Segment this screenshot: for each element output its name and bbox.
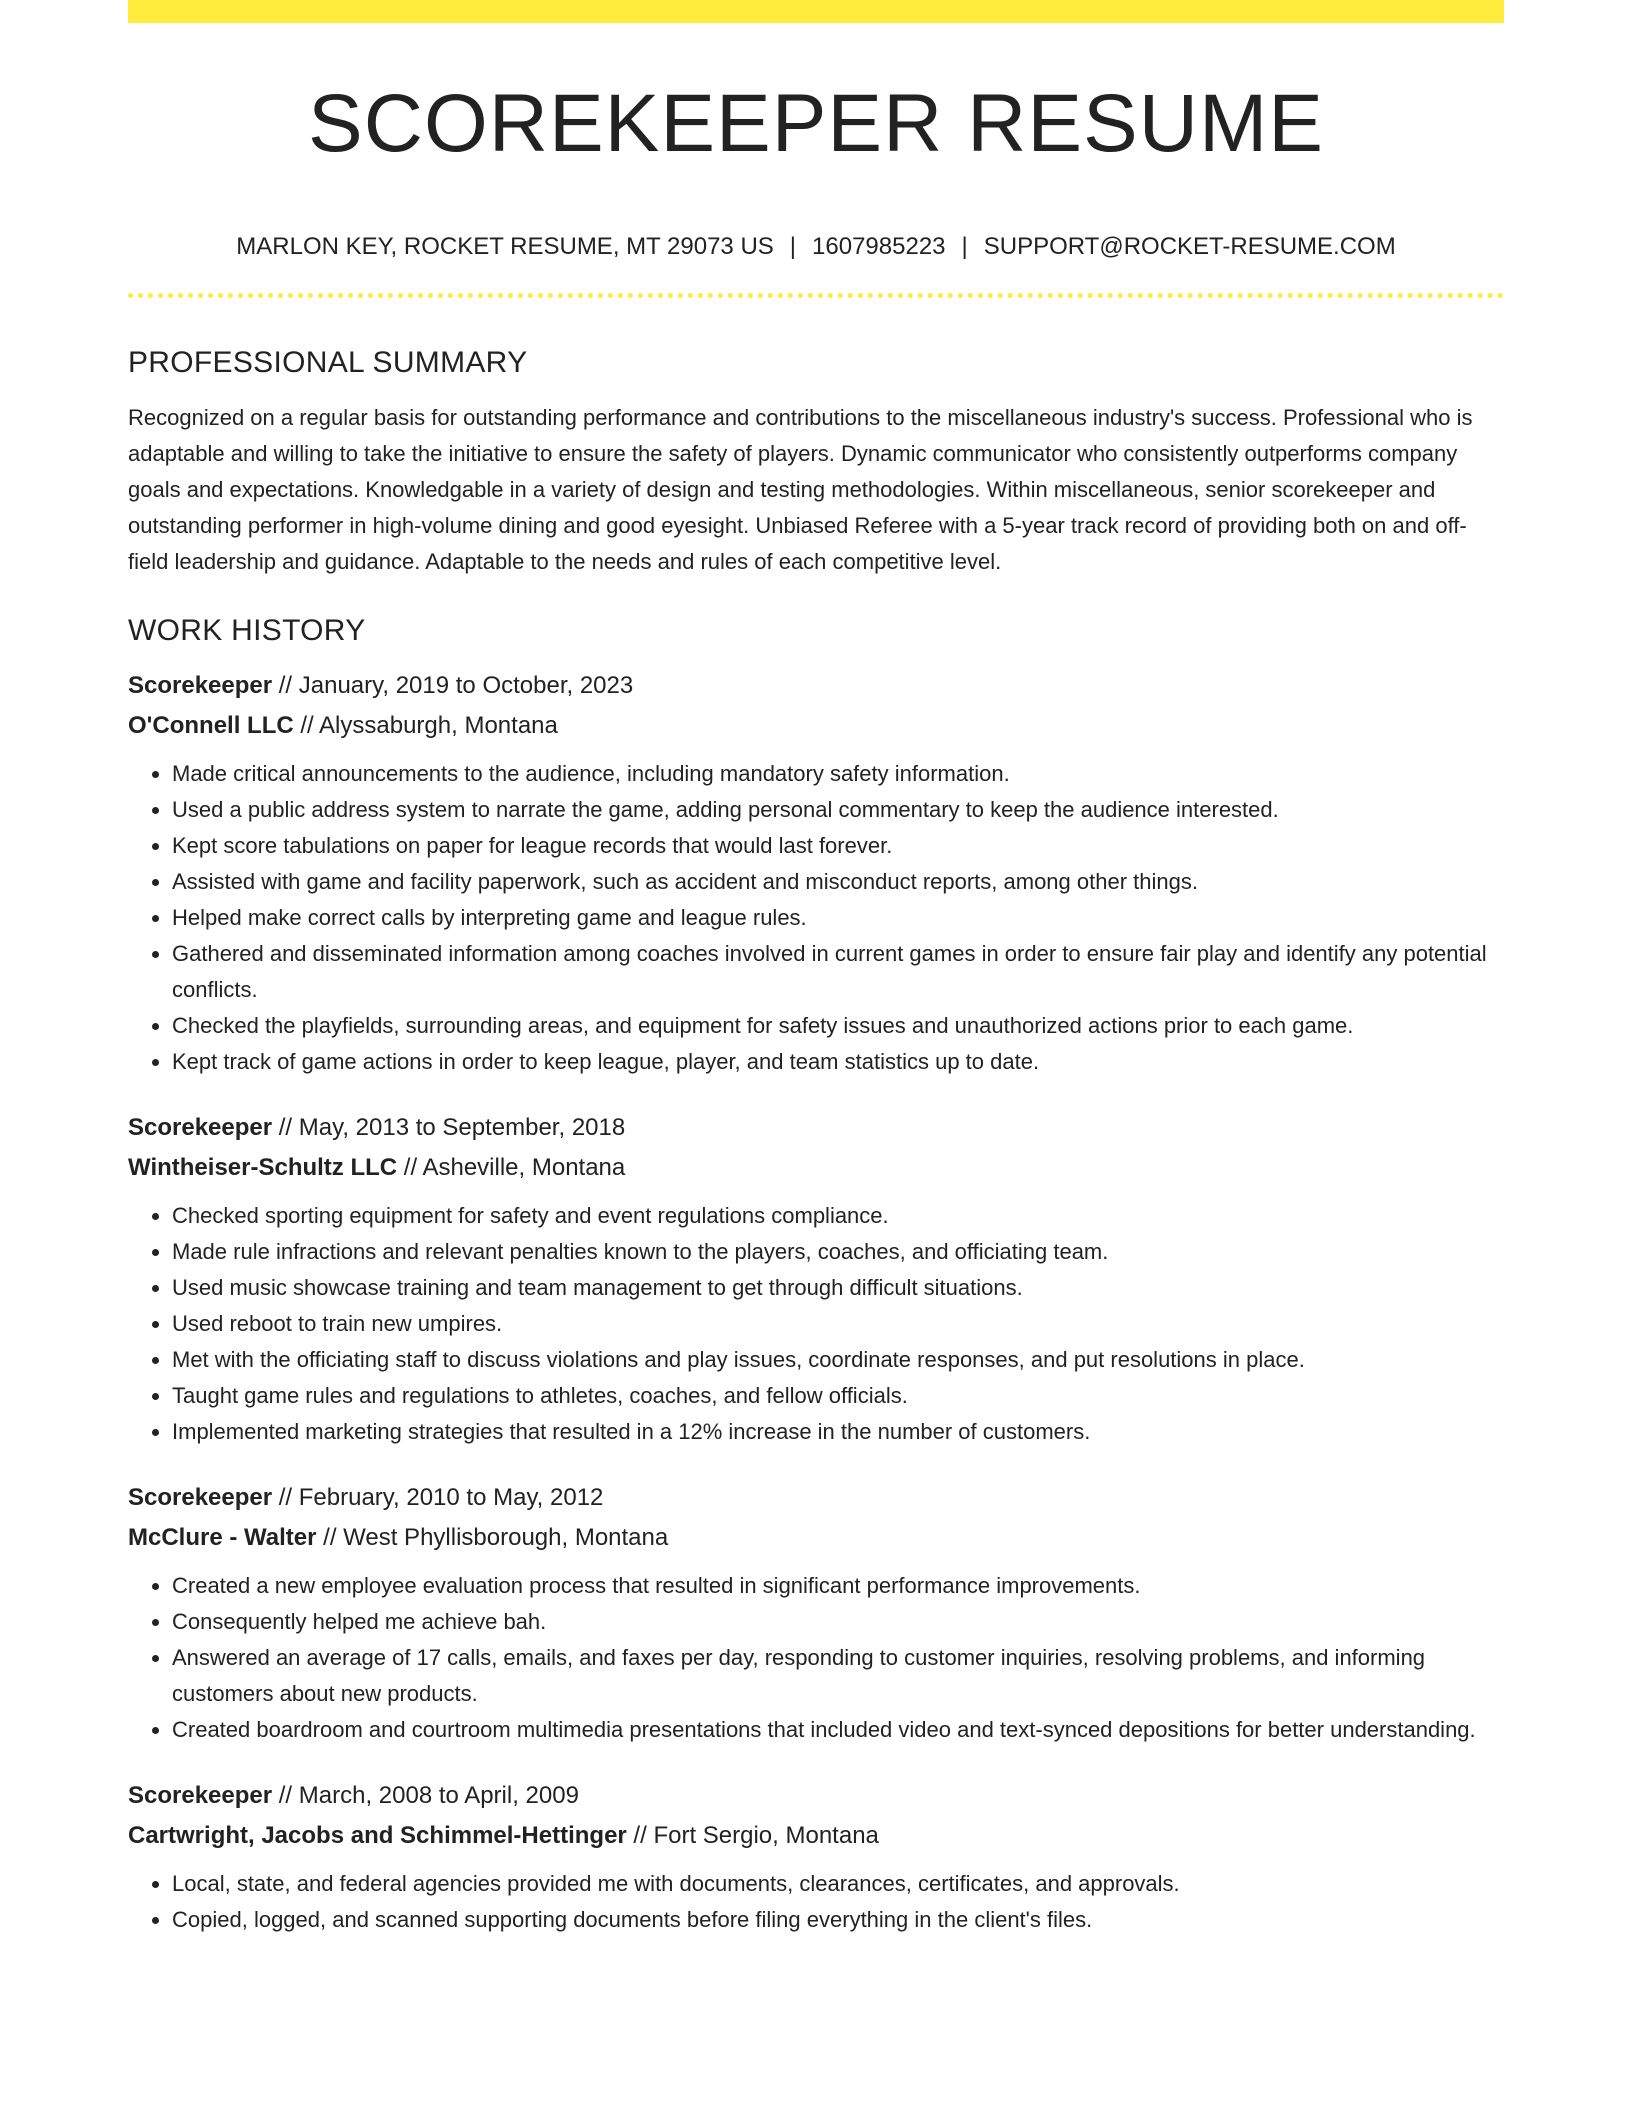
job-location: // Fort Sergio, Montana [626, 1822, 879, 1849]
contact-line [128, 235, 1504, 259]
duties-list [128, 1568, 1504, 1748]
job-title: Scorekeeper [128, 1484, 273, 1511]
job-company: O'Connell LLC [128, 712, 294, 739]
resume-title: SCOREKEEPER RESUME [308, 78, 1324, 169]
job-location: // Asheville, Montana [397, 1154, 626, 1181]
duty-item: • Kept track of game actions in order to keep league, player, and team statistics up to date. [172, 1044, 1504, 1080]
contact-separator: | [789, 233, 797, 260]
contact-address: MARLON KEY, ROCKET RESUME, MT 29073 US [236, 233, 774, 260]
duty-item: • Implemented marketing strategies that resulted in a 12% increase in the number of customers. [172, 1414, 1504, 1450]
duty-item: • Checked sporting equipment for safety and event regulations compliance. [172, 1198, 1504, 1234]
job-dates: // March, 2008 to April, 2009 [272, 1782, 579, 1809]
job-title-line [128, 666, 1504, 706]
contact-separator: | [961, 233, 968, 260]
job-company-line [128, 1148, 1504, 1188]
duty-item: • Assisted with game and facility paperwork, such as accident and misconduct reports, among other things. [172, 864, 1504, 900]
summary-heading: PROFESSIONAL SUMMARY [128, 346, 528, 379]
duty-item: • Used reboot to train new umpires. [172, 1306, 1504, 1342]
duty-item: • Taught game rules and regulations to athletes, coaches, and fellow officials. [172, 1378, 1504, 1414]
job-entry [128, 1776, 1504, 1938]
duty-item: • Kept score tabulations on paper for league records that would last forever. [172, 828, 1504, 864]
job-company-line [128, 1518, 1504, 1558]
duty-item: • Local, state, and federal agencies provided me with documents, clearances, certificates, and approvals. [172, 1866, 1504, 1902]
duty-item: • Created boardroom and courtroom multimedia presentations that included video and text-synced depositions for better understanding. [172, 1712, 1504, 1748]
summary-text: Recognized on a regular basis for outstanding performance and contributions to the miscellaneous industry's success. Professional who is adaptable and willing to take the initiative to ensure the safety of players. Dynamic communicator who consistently outperforms company goals and expectations. Knowledgable in a variety of design and testing methodologies. Within miscellaneous, senior scorekeeper and outstanding performer in high-volume dining and good eyesight. Unbiased Referee with a 5-year track record of providing both on and off-field leadership and guidance. Adaptable to the needs and rules of each competitive level. [128, 405, 1473, 574]
job-title-line [128, 1776, 1504, 1816]
job-company-line [128, 1816, 1504, 1856]
resume-page [128, 0, 1504, 1938]
job-title: Scorekeeper [128, 1114, 273, 1141]
duties-list [128, 1198, 1504, 1450]
dotted-divider [128, 293, 1504, 298]
job-location: // West Phyllisborough, Montana [316, 1524, 669, 1551]
duty-item: • Helped make correct calls by interpreting game and league rules. [172, 900, 1504, 936]
accent-top-bar [128, 0, 1504, 23]
duty-item: • Met with the officiating staff to discuss violations and play issues, coordinate responses, and put resolutions in place. [172, 1342, 1504, 1378]
duty-item: • Made rule infractions and relevant penalties known to the players, coaches, and officiating team. [172, 1234, 1504, 1270]
job-company: Wintheiser-Schultz LLC [128, 1154, 398, 1181]
job-title-line [128, 1478, 1504, 1518]
job-entry [128, 1478, 1504, 1748]
work-history-heading: WORK HISTORY [128, 614, 366, 647]
job-dates: // January, 2019 to October, 2023 [272, 672, 634, 699]
job-title: Scorekeeper [128, 672, 273, 699]
duty-item: • Made critical announcements to the audience, including mandatory safety information. [172, 756, 1504, 792]
duties-list [128, 1866, 1504, 1938]
job-entry [128, 1108, 1504, 1450]
job-company: McClure - Walter [128, 1524, 317, 1551]
duty-item: • Copied, logged, and scanned supporting documents before filing everything in the client's files. [172, 1902, 1504, 1938]
job-company-line [128, 706, 1504, 746]
duty-item: • Created a new employee evaluation process that resulted in significant performance improvements. [172, 1568, 1504, 1604]
duty-item: • Checked the playfields, surrounding areas, and equipment for safety issues and unauthorized actions prior to each game. [172, 1008, 1504, 1044]
job-dates: // February, 2010 to May, 2012 [272, 1484, 604, 1511]
duty-item: • Answered an average of 17 calls, emails, and faxes per day, responding to customer inquiries, resolving problems, and informing customers about new products. [172, 1640, 1504, 1712]
duty-item: • Gathered and disseminated information among coaches involved in current games in order to ensure fair play and identify any potential conflicts. [172, 936, 1504, 1008]
duties-list [128, 756, 1504, 1080]
job-title-line [128, 1108, 1504, 1148]
contact-email: SUPPORT@ROCKET-RESUME.COM [983, 233, 1396, 260]
job-dates: // May, 2013 to September, 2018 [272, 1114, 626, 1141]
contact-phone: 1607985223 [812, 233, 946, 260]
duty-item: • Used a public address system to narrate the game, adding personal commentary to keep the audience interested. [172, 792, 1504, 828]
job-company: Cartwright, Jacobs and Schimmel-Hettinger [128, 1822, 627, 1849]
job-title: Scorekeeper [128, 1782, 273, 1809]
duty-item: • Consequently helped me achieve bah. [172, 1604, 1504, 1640]
job-entry [128, 666, 1504, 1080]
duty-item: • Used music showcase training and team management to get through difficult situations. [172, 1270, 1504, 1306]
job-location: // Alyssaburgh, Montana [293, 712, 558, 739]
